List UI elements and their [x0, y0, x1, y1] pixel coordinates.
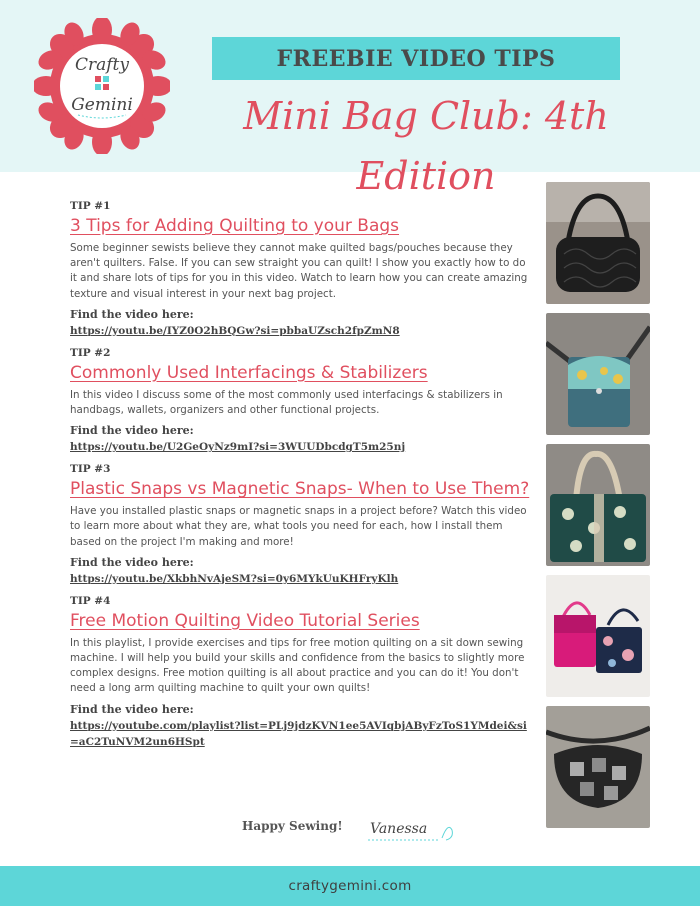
tips-list: [70, 200, 532, 758]
find-video-label: Find the video here:: [70, 424, 194, 438]
tip-title-link[interactable]: 3 Tips for Adding Quilting to your Bags: [70, 216, 400, 236]
crafty-gemini-logo: [34, 18, 170, 154]
tote-bag-photo: [546, 444, 650, 566]
video-link[interactable]: https://youtu.be/IYZ0O2hBQGw?si=pbbaUZsch2fpZmN8: [70, 324, 400, 337]
page-footer: [0, 866, 700, 906]
tip-title-link[interactable]: Free Motion Quilting Video Tutorial Series: [70, 610, 420, 631]
signature-text: Vanessa: [370, 821, 428, 837]
signoff-text: Happy Sewing!: [242, 819, 343, 833]
tip-number: TIP #2: [70, 346, 111, 359]
find-video-label: Find the video here:: [70, 555, 194, 569]
page-header: [0, 0, 700, 198]
video-link[interactable]: https://youtu.be/XkbhNvAjeSM?si=0y6MYkUuKHFryKlh: [70, 572, 399, 585]
banner-title: FREEBIE VIDEO TIPS: [276, 45, 556, 72]
video-link[interactable]: https://youtube.com/playlist?list=PLj9jdzKVN1ee5AVIqbjAByFzToS1YMdei&si=aC2TuNVM2un6HSpt: [70, 719, 527, 748]
find-video-label: Find the video here:: [70, 307, 194, 321]
tip-2: [70, 347, 532, 455]
quilted-bag-photo: [546, 182, 650, 304]
tip-4: [70, 595, 532, 750]
snap-pouches-photo: [546, 575, 650, 697]
tip-description: Some beginner sewists believe they cannot make quilted bags/pouches because they aren't quilters. False. If you can sew straight you can quilt! I show you exactly how to do it and share lots of tips for you in this video. Watch to learn how you can create amazing texture and visual interest in your next bag project.: [70, 242, 528, 300]
tip-description: Have you installed plastic snaps or magnetic snaps in a project before? Watch this video to learn more about what they are, what tools you need for each, how I install them based on the project I'm making and more!: [70, 505, 527, 548]
tip-title-link[interactable]: Plastic Snaps vs Magnetic Snaps- When to Use Them?: [70, 479, 530, 500]
video-link[interactable]: https://youtu.be/U2GeOyNz9mI?si=3WUUDbcdgT5m25nj: [70, 441, 406, 454]
tip-1: [70, 200, 532, 339]
tip-number: TIP #3: [70, 463, 111, 476]
signature: [362, 816, 462, 846]
edition-title: Mini Bag Club: 4th Edition: [243, 94, 609, 198]
tip-title-link[interactable]: Commonly Used Interfacings & Stabilizers: [70, 362, 428, 383]
freebie-banner: [212, 37, 620, 80]
belt-bag-photo: [546, 706, 650, 828]
tip-number: TIP #4: [70, 594, 111, 607]
logo-text-crafty: Crafty: [75, 55, 129, 75]
tip-3: [70, 463, 532, 587]
find-video-label: Find the video here:: [70, 702, 194, 716]
crossbody-bag-photo: [546, 313, 650, 435]
tip-description: In this video I discuss some of the most commonly used interfacings & stabilizers in handbags, wallets, organizers and other functional projects.: [70, 388, 503, 417]
logo-text-gemini: Gemini: [71, 95, 133, 115]
tip-description: In this playlist, I provide exercises and tips for free motion quilting on a sit down sewing machine. I will help you build your skills and confidence from the basics to slightly more complex designs. Free motion quilting is all about practice and you can do it! You don't need a long arm quilting machine to quilt your own quilts!: [70, 636, 525, 695]
website-link[interactable]: craftygemini.com: [288, 878, 412, 894]
tip-number: TIP #1: [70, 200, 111, 212]
